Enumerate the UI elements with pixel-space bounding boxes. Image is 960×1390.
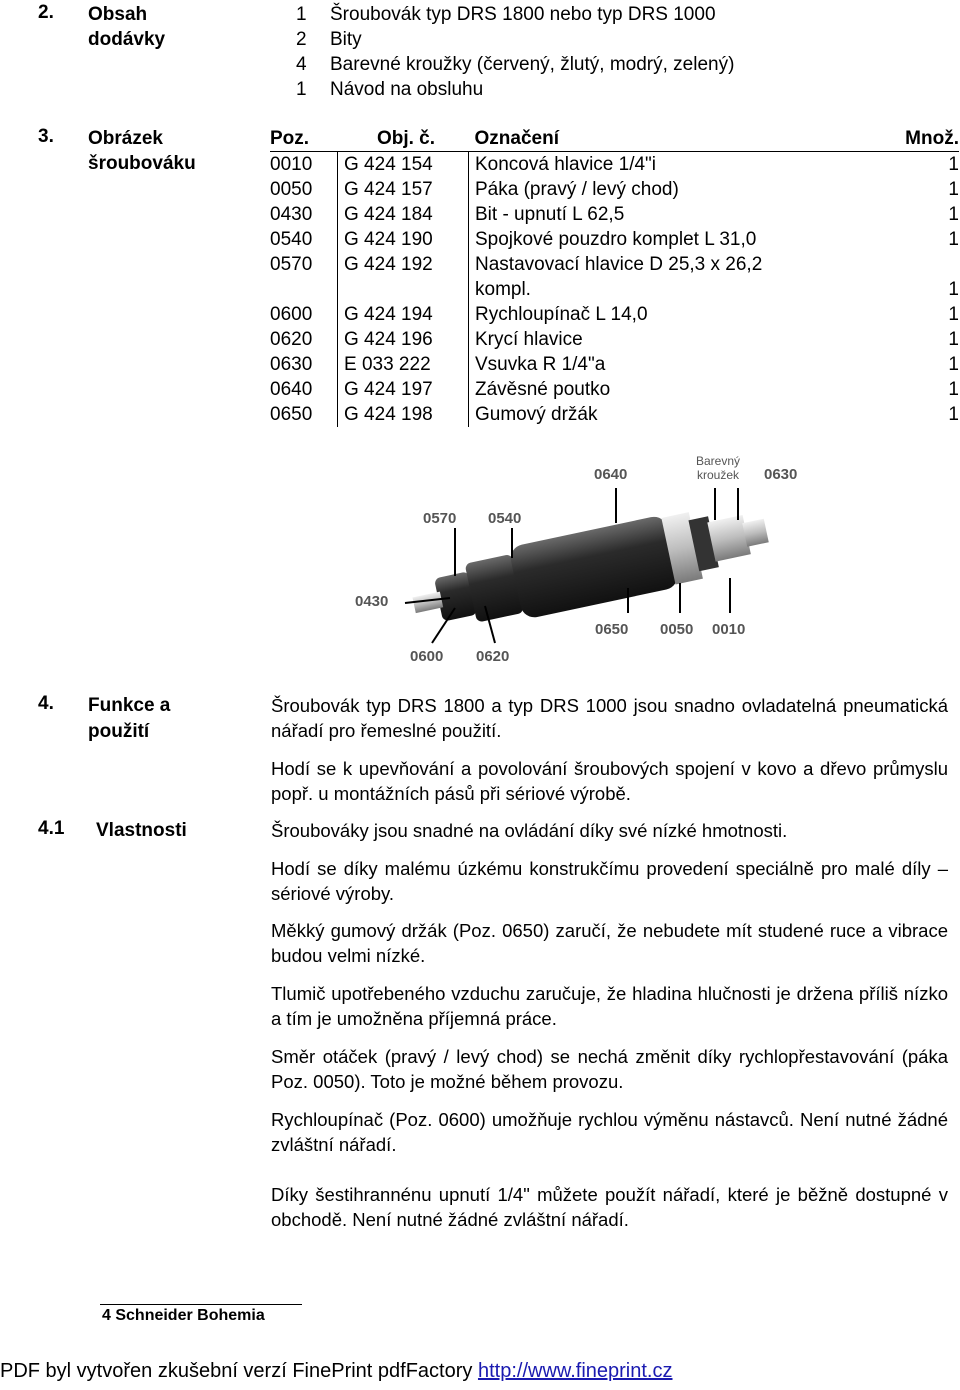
section-4-paragraph-2: Hodí se k upevňování a povolování šroubových spojení v kovo a dřevo průmyslu popř. u montážních pásů při sériové výrobě. [271,758,948,804]
label-0650: 0650 [595,621,629,638]
label-barevny-line1: Barevný [696,454,741,468]
section-3-title [88,126,196,176]
label-0570: 0570 [423,510,457,527]
table-row [270,352,959,377]
cell-poz: 0050 [270,179,313,200]
section-4-title-line1: Funkce a [88,695,171,716]
label-barevny-krouzek [696,454,740,482]
list-item [296,77,734,102]
table-row [270,327,959,352]
cell-oznaceni: Vsuvka R 1/4"a [469,352,886,377]
cell-obj: G 424 198 [338,402,469,427]
label-0540: 0540 [488,510,522,527]
cell-poz: 0010 [270,154,313,175]
table-row [270,302,959,327]
cell-obj: G 424 197 [338,377,469,402]
list-item-text: Barevné kroužky (červený, žlutý, modrý, zelený) [330,54,735,75]
cell-mnozstvi: 1 [948,154,959,175]
list-item-qty: 1 [296,4,307,25]
list-item-text: Návod na obsluhu [330,79,484,100]
section-4-number: 4. [38,693,54,714]
header-poz: Poz. [270,128,310,149]
section-41-paragraph-1: Šroubováky jsou snadné na ovládání díky své nízké hmotnosti. [271,820,788,841]
cell-poz: 0600 [270,304,313,325]
cell-poz [270,277,338,302]
label-0010: 0010 [712,621,746,638]
cell-poz: 0640 [270,379,313,400]
list-item [296,52,734,77]
section-2-title-line1: Obsah [88,4,148,25]
cell-obj: G 424 154 [338,152,469,178]
cell-poz: 0540 [270,229,313,250]
list-item-qty: 4 [296,54,307,75]
cell-mnozstvi: 1 [948,379,959,400]
cell-mnozstvi: 1 [948,179,959,200]
list-item-qty: 1 [296,79,307,100]
cell-mnozstvi: 1 [948,279,959,300]
cell-mnozstvi: 1 [948,304,959,325]
cell-oznaceni: Bit - upnutí L 62,5 [469,202,886,227]
cell-oznaceni: Páka (pravý / levý chod) [469,177,886,202]
table-row [270,202,959,227]
section-41-paragraph-4: Tlumič upotřebeného vzduchu zaručuje, že hladina hlučnosti je držena příliš nízko a tím je umožněna příjemná práce. [271,983,948,1029]
list-item-qty: 2 [296,29,307,50]
cell-mnozstvi [885,252,959,277]
section-3-number: 3. [38,126,54,147]
header-obj: Obj. č. [376,128,436,149]
cell-mnozstvi: 1 [948,329,959,350]
section-2-number: 2. [38,2,54,23]
section-4-title-line2: použití [88,721,150,742]
cell-oznaceni: Závěsné poutko [469,377,886,402]
header-oznaceni: Označení [474,128,559,149]
pdf-footer [0,1360,673,1383]
cell-poz: 0430 [270,204,313,225]
label-0620: 0620 [476,648,510,665]
list-item [296,27,734,52]
cell-oznaceni: Koncová hlavice 1/4"i [469,152,886,178]
label-barevny-line2: kroužek [697,468,740,482]
cell-oznaceni: Spojkové pouzdro komplet L 31,0 [469,227,886,252]
section-41-paragraph-7: Díky šestihrannénu upnutí 1/4" můžete použít nářadí, které je běžně dostupné v obchodě. Není nutné žádné zvláštní nářadí. [271,1184,948,1230]
cell-oznaceni: Krycí hlavice [469,327,886,352]
cell-poz: 0620 [270,329,313,350]
footer-company: 4 Schneider Bohemia [102,1307,265,1324]
list-item [296,2,734,27]
cell-oznaceni: Rychloupínač L 14,0 [469,302,886,327]
tool-body [406,494,774,641]
cell-obj: E 033 222 [338,352,469,377]
cell-obj [338,277,469,302]
cell-mnozstvi: 1 [948,229,959,250]
cell-obj: G 424 157 [338,177,469,202]
pdf-footer-text: PDF byl vytvořen zkušební verzí FinePrint pdfFactory [0,1360,473,1382]
table-row [270,177,959,202]
table-row [270,227,959,252]
section-3-title-line2: šroubováku [88,153,196,174]
label-0430: 0430 [355,593,389,610]
pdf-footer-link[interactable]: http://www.fineprint.cz [477,1360,673,1382]
cell-mnozstvi: 1 [948,204,959,225]
list-item-text: Šroubovák typ DRS 1800 nebo typ DRS 1000 [330,4,716,25]
table-row [270,277,959,302]
cell-obj: G 424 192 [338,252,469,277]
table-row [270,377,959,402]
list-item-text: Bity [330,29,362,50]
section-4-title [88,693,170,745]
table-header-row [270,126,959,152]
parts-table [270,126,959,427]
section-41-paragraph-6: Rychloupínač (Poz. 0600) umožňuje rychlou výměnu nástavců. Není nutné žádné zvláštní nářadí. [271,1109,948,1155]
cell-obj: G 424 184 [338,202,469,227]
section-41-paragraph-5: Směr otáček (pravý / levý chod) se nechá změnit díky rychlopřestavování (páka Poz. 0050). Toto je možné během provozu. [271,1046,948,1092]
cell-obj: G 424 196 [338,327,469,352]
label-0630: 0630 [764,466,798,483]
label-0600: 0600 [410,648,444,665]
cell-obj: G 424 194 [338,302,469,327]
cell-poz: 0630 [270,354,313,375]
section-41-number: 4.1 [38,818,65,839]
table-row [270,402,959,427]
section-2-title [88,2,165,52]
delivery-list [296,2,734,102]
cell-mnozstvi: 1 [948,404,959,425]
cell-oznaceni: Gumový držák [469,402,886,427]
section-4-paragraph-1: Šroubovák typ DRS 1800 a typ DRS 1000 jsou snadno ovladatelná pneumatická nářadí pro řemeslné použití. [271,695,948,741]
label-0640: 0640 [594,466,628,483]
section-41-paragraph-3: Měkký gumový držák (Poz. 0650) zaručí, že nebudete mít studené ruce a vibrace budou velmi nízké. [271,920,948,966]
cell-oznaceni: kompl. [469,277,886,302]
section-3-title-line1: Obrázek [88,128,163,149]
screwdriver-figure [340,448,810,673]
section-2-title-line2: dodávky [88,29,166,50]
table-row [270,252,959,277]
cell-mnozstvi: 1 [948,354,959,375]
header-mnozstvi: Množ. [905,128,959,149]
label-0050: 0050 [660,621,694,638]
cell-poz: 0650 [270,404,313,425]
cell-obj: G 424 190 [338,227,469,252]
section-41-title: Vlastnosti [96,820,187,841]
section-41-paragraph-2: Hodí se díky malému úzkému konstrukčímu provedení speciálně pro malé díly – sériové výroby. [271,858,948,904]
cell-poz: 0570 [270,254,313,275]
footer-rule [100,1304,302,1305]
table-row [270,152,959,178]
cell-oznaceni: Nastavovací hlavice D 25,3 x 26,2 [469,252,886,277]
